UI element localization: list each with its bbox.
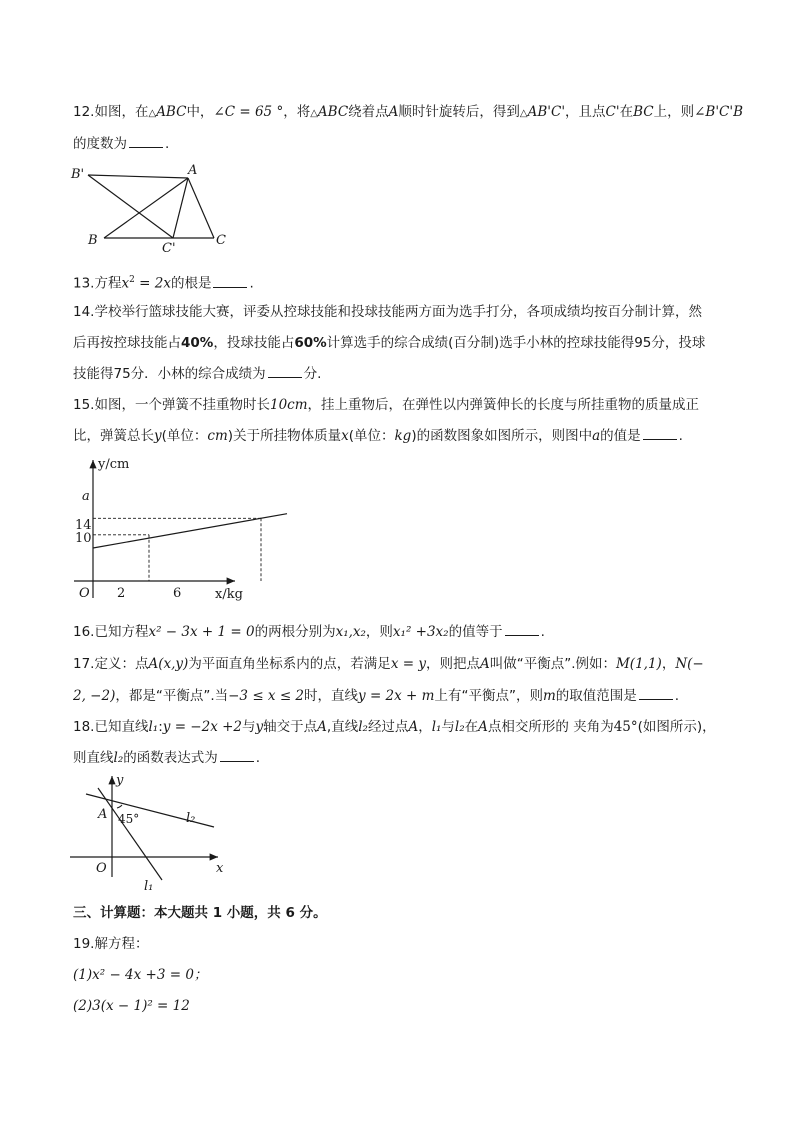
text: 则直线	[73, 750, 114, 766]
math-l2: l₂	[454, 719, 465, 735]
math-y: y	[255, 719, 264, 735]
math-length: 10cm	[269, 397, 308, 413]
question-19-part-1	[73, 965, 207, 985]
math-x: x	[121, 275, 130, 292]
text: .	[674, 688, 680, 704]
question-number: 12.	[73, 104, 95, 120]
text: 17.定义：点	[73, 656, 149, 672]
x-tick-2: 2	[117, 586, 126, 601]
label-x: x	[216, 861, 224, 876]
text: 比，弹簧总长	[73, 428, 154, 444]
math-point-n: N(−	[675, 656, 704, 672]
text: .	[540, 624, 545, 640]
text: 已知方程	[94, 624, 149, 640]
text: :	[158, 719, 163, 735]
math-line: y = 2x + m	[358, 688, 435, 704]
question-15-line-1	[73, 395, 699, 415]
label-origin: O	[96, 861, 107, 876]
answer-blank	[505, 623, 539, 636]
math-range: −3 ≤ x ≤ 2	[228, 688, 305, 704]
math-l1: l₁	[148, 719, 159, 735]
y-tick-a: a	[82, 489, 90, 504]
text: 分.	[303, 366, 322, 382]
math-abc-prime: AB'C'	[527, 104, 566, 120]
math-l2: l₂	[358, 719, 368, 735]
text: 经过点	[367, 719, 409, 735]
text: 14.学校举行篮球技能大赛，评委从控球技能和投球技能两方面为选手打分，各项成绩均按百分制计算，然	[73, 304, 702, 320]
math-c-prime: C'	[605, 104, 620, 120]
text: 技能得	[73, 366, 114, 382]
question-19-title	[73, 934, 148, 954]
text: ，将	[283, 104, 311, 120]
text: 的取值范围是	[555, 688, 637, 704]
percent-40: 40%	[181, 335, 214, 351]
figure-15-spring-graph	[70, 456, 250, 606]
text: 上有“平衡点”，则	[434, 688, 543, 704]
question-12-line-1	[73, 102, 743, 124]
segment-a-c	[188, 178, 214, 238]
percent-60: 60%	[294, 335, 327, 351]
text: ，则	[365, 624, 393, 640]
text: 轴交于点	[263, 719, 318, 735]
question-13	[73, 270, 254, 294]
label-b: B	[88, 233, 98, 248]
answer-blank	[213, 275, 247, 288]
text: .	[255, 750, 261, 766]
text: ,直线	[326, 719, 359, 735]
question-17-line-1	[73, 654, 704, 674]
question-17-line-2	[73, 686, 679, 706]
text: 时，直线	[304, 688, 359, 704]
math-y: y	[154, 428, 162, 444]
answer-blank	[129, 135, 163, 148]
math-point-m: M(1,1)	[615, 656, 662, 672]
question-18-line-2	[73, 748, 260, 768]
math-point-a: A	[317, 719, 327, 735]
math-45-degrees: 45°	[613, 719, 638, 735]
math-angle-bcb: ∠B'C'B	[694, 104, 743, 120]
text: 与	[441, 719, 455, 735]
text: 分，投球	[651, 335, 706, 351]
text: ，则把点	[425, 656, 480, 672]
text: (如图所示)，	[637, 719, 716, 735]
math-equation-rhs: = 2x	[134, 275, 171, 292]
math-bc: BC	[633, 104, 654, 120]
text: ，	[418, 719, 432, 735]
label-c: C	[216, 233, 226, 248]
label-b-prime: B'	[71, 167, 85, 182]
math-point-n-rest: 2, −2)	[73, 688, 116, 704]
math-point-a: A	[479, 656, 490, 672]
text: 如图，在	[94, 104, 149, 120]
text: ，且点	[565, 104, 606, 120]
label-a: A	[188, 163, 198, 178]
text: ，	[661, 656, 676, 672]
math-point-a: A	[408, 719, 419, 735]
segment-bp-a	[88, 175, 188, 178]
text: 后再按控球技能占	[73, 335, 181, 351]
segment-bp-cp	[88, 175, 173, 238]
text: 分．小林的综合成绩为	[130, 366, 266, 382]
question-14-line-2	[73, 333, 705, 353]
y-tick-10: 10	[75, 531, 92, 546]
math-exponent: 2	[129, 275, 135, 285]
score-95: 95	[634, 335, 652, 351]
text: 的值是	[600, 428, 641, 444]
math-unit-cm: cm	[207, 428, 228, 444]
label-l2: l₂	[186, 811, 196, 826]
origin-label: O	[79, 586, 90, 601]
figure-18-lines	[68, 772, 228, 892]
math-equation: y = −2x +2	[162, 719, 243, 735]
text: ，投球技能占	[213, 335, 295, 351]
text: )的函数图象如图所示，则图中	[411, 428, 593, 444]
question-12-line-2	[73, 134, 169, 154]
math-point-a: A	[478, 719, 488, 735]
text: ，挂上重物后，在弹性以内弹簧伸长的长度与所挂重物的质量成正	[307, 397, 700, 413]
triangle-symbol: △	[519, 108, 528, 119]
answer-blank	[639, 687, 673, 700]
text: 点相交所形的 夹角为	[487, 719, 614, 735]
line-l1	[98, 788, 162, 880]
math-l1: l₁	[431, 719, 442, 735]
text: 绕着点	[348, 104, 389, 120]
question-number: 16.	[73, 624, 95, 640]
question-16	[73, 622, 545, 642]
label-l1: l₁	[144, 879, 154, 894]
math-condition: x = y	[390, 656, 426, 672]
question-18-line-1	[73, 717, 716, 737]
text: )关于所挂物体质量	[227, 428, 342, 444]
label-45-degrees: 45°	[118, 812, 140, 826]
question-14-line-1	[73, 302, 702, 322]
label-y: y	[116, 773, 124, 788]
question-number: 13.	[73, 275, 95, 292]
math-point: A(x,y)	[148, 656, 189, 672]
math-equation: x² − 3x + 1 = 0	[148, 624, 255, 640]
math-roots: x₁,x₂	[335, 624, 366, 640]
math-m: m	[542, 688, 556, 704]
question-14-line-3	[73, 364, 321, 384]
answer-blank	[643, 427, 677, 440]
figure-12-triangle-rotation	[68, 162, 238, 256]
text: 计算选手的综合成绩(百分制)选手小林的控球技能得	[326, 335, 635, 351]
x-axis-label: x/kg	[215, 587, 243, 602]
answer-blank	[220, 749, 254, 762]
section-3-heading	[73, 903, 327, 923]
math-x: x	[341, 428, 349, 444]
label-a: A	[98, 807, 108, 822]
math-abc: ABC	[317, 104, 349, 120]
angle-arc	[117, 805, 122, 808]
math-abc: ABC	[156, 104, 187, 120]
text: .	[678, 428, 683, 444]
text: 与	[242, 719, 256, 735]
series-line	[93, 514, 287, 548]
score-75: 75	[113, 366, 131, 382]
text: 方程	[94, 275, 122, 292]
question-15-line-2	[73, 426, 683, 446]
text: 19.解方程：	[73, 936, 149, 952]
text: ，都是“平衡点”.当	[115, 688, 229, 704]
text: 中，	[186, 104, 214, 120]
text: 的两根分别为	[254, 624, 336, 640]
question-19-part-2	[73, 996, 190, 1016]
text: 在	[619, 104, 634, 120]
text: (单位：	[348, 428, 395, 444]
text: 的根是	[170, 275, 212, 292]
y-axis-label: y/cm	[98, 457, 130, 472]
y-tick-14: 14	[75, 518, 92, 533]
text: 18.已知直线	[73, 719, 149, 735]
math-point-a: A	[388, 104, 399, 120]
math-angle-c: ∠C = 65 °	[213, 104, 284, 120]
math-equation-1: (1)x² − 4x +3 = 0；	[73, 967, 208, 983]
text: 的度数为	[73, 136, 127, 152]
math-unit-kg: kg	[394, 428, 412, 444]
text: (单位：	[161, 428, 208, 444]
text: 上，则	[653, 104, 695, 120]
text: 三、计算题：本大题共 1 小题，共 6 分。	[73, 905, 327, 921]
math-equation-2: (2)3(x − 1)² = 12	[73, 998, 190, 1014]
text: 叫做“平衡点”.例如：	[489, 656, 616, 672]
text: .	[249, 275, 254, 292]
label-c-prime: C'	[162, 241, 176, 256]
text: 15.如图，一个弹簧不挂重物时长	[73, 397, 270, 413]
math-a: a	[592, 428, 601, 444]
text: .	[165, 136, 170, 152]
triangle-symbol: △	[148, 108, 157, 119]
answer-blank	[268, 365, 302, 378]
text: 顺时针旋转后，得到	[398, 104, 520, 120]
text: 为平面直角坐标系内的点，若满足	[188, 656, 391, 672]
triangle-symbol: △	[310, 108, 318, 119]
text: 在	[464, 719, 479, 735]
text: 的值等于	[448, 624, 503, 640]
math-l2: l₂	[113, 750, 124, 766]
math-expression: x₁² +3x₂	[392, 624, 449, 640]
x-tick-6: 6	[173, 586, 182, 601]
text: 的函数表达式为	[123, 750, 218, 766]
